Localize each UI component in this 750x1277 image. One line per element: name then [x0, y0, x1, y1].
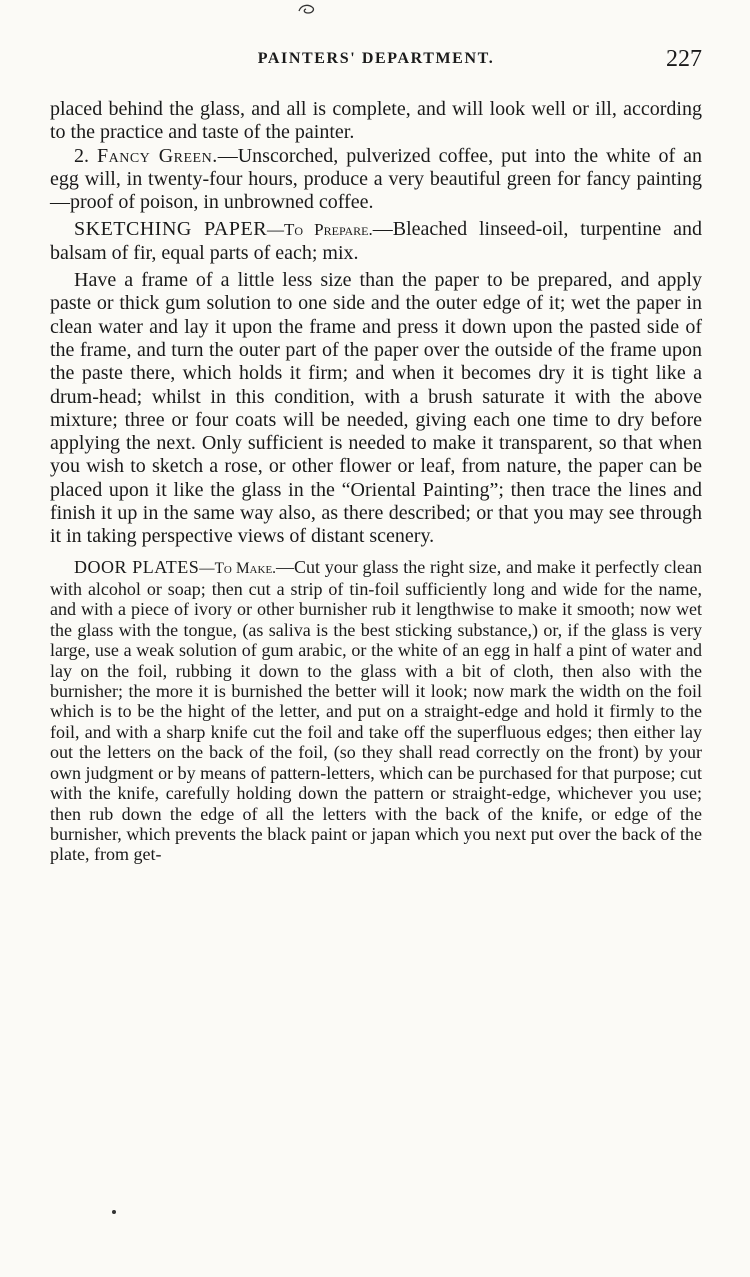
paragraph-text: Have a frame of a little less size than the paper to be prepared, and apply paste or thick gum solution to one side and the outer edge of it; wet the paper in clean water and lay it upon the frame and press it down upon the pasted side of the frame, and turn the outer part of the paper over the outside of the frame upon the paste there, which holds it firm; and when it becomes dry it is tight like a drum-head; whilst in this condition, with a brush saturate it with the above mixture; three or four coats will be needed, giving each one time to dry before applying the next. Only sufficient is needed to make it transparent, so that when you wish to sketch a rose, or other flower or leaf, from nature, the paper can be placed upon it like the glass in the “Oriental Painting”; then trace the lines and finish it up in the same way also, as there described; or that you may see through it in taking perspective views of distant scenery. — [50, 269, 702, 548]
section-heading: DOOR PLATES — [74, 556, 200, 577]
paragraph-sketching-paper — [50, 218, 702, 265]
section-subheading: —To Prepare. — [267, 220, 373, 240]
running-title: PAINTERS' DEPARTMENT. — [257, 50, 495, 67]
item-number: 2. — [74, 144, 89, 167]
paragraph-text: —Bleached linseed-oil, turpentine and balsam of fir, equal parts of each; mix. — [50, 218, 702, 264]
ornament-icon — [296, 2, 318, 16]
paragraph-text: —Unscorched, pulverized coffee, put into the white of an egg will, in twenty-four hours, produce a very beautiful green for fancy painting—proof of poison, in unbrowned coffee. — [50, 144, 702, 214]
body-text — [50, 98, 702, 865]
paragraph-fancy-green — [50, 145, 702, 215]
page-number: 227 — [666, 46, 702, 72]
paragraph-text: —Cut your glass the right size, and make it perfectly clean with alcohol or soap; then cut a strip of tin-foil sufficiently long and wide for the name, and with a piece of ivory or other burnisher rub it lengthwise to make it smooth; now wet the glass with the tongue, (as saliva is the best sticking substance,) or, if the glass is very large, use a weak solution of gum arabic, or the white of an egg in half a pint of water and lay on the foil, rubbing it down to the glass with a bit of cloth, then also with the burnisher; the more it is burnished the better will it look; now mark the width on the foil which is to be the hight of the letter, and put on a straight-edge and hold it firmly to the foil, and with a sharp knife cut the foil and take off the superfluous edges; then either lay out the letters on the back of the foil, (so they shall read correctly on the front) by your own judgment or by means of pattern-letters, which can be purchased for that purpose; cut with the knife, carefully holding down the pattern or straight-edge, whichever you use; then rub down the edge of all the letters with the back of the knife, or edge of the burnisher, which prevents the black paint or japan which you next put over the back of the plate, from get- — [50, 556, 702, 865]
running-head — [50, 46, 702, 86]
paragraph-door-plates — [50, 557, 702, 865]
paragraph-sketching-method — [50, 269, 702, 549]
section-subheading: —To Make. — [199, 559, 276, 577]
print-speck — [112, 1210, 116, 1214]
paragraph-continuation — [50, 98, 702, 145]
section-heading: SKETCHING PAPER — [74, 218, 268, 241]
section-heading: Fancy Green. — [96, 144, 218, 167]
paragraph-text: placed behind the glass, and all is complete, and will look well or ill, according to the practice and taste of the painter. — [50, 98, 702, 144]
